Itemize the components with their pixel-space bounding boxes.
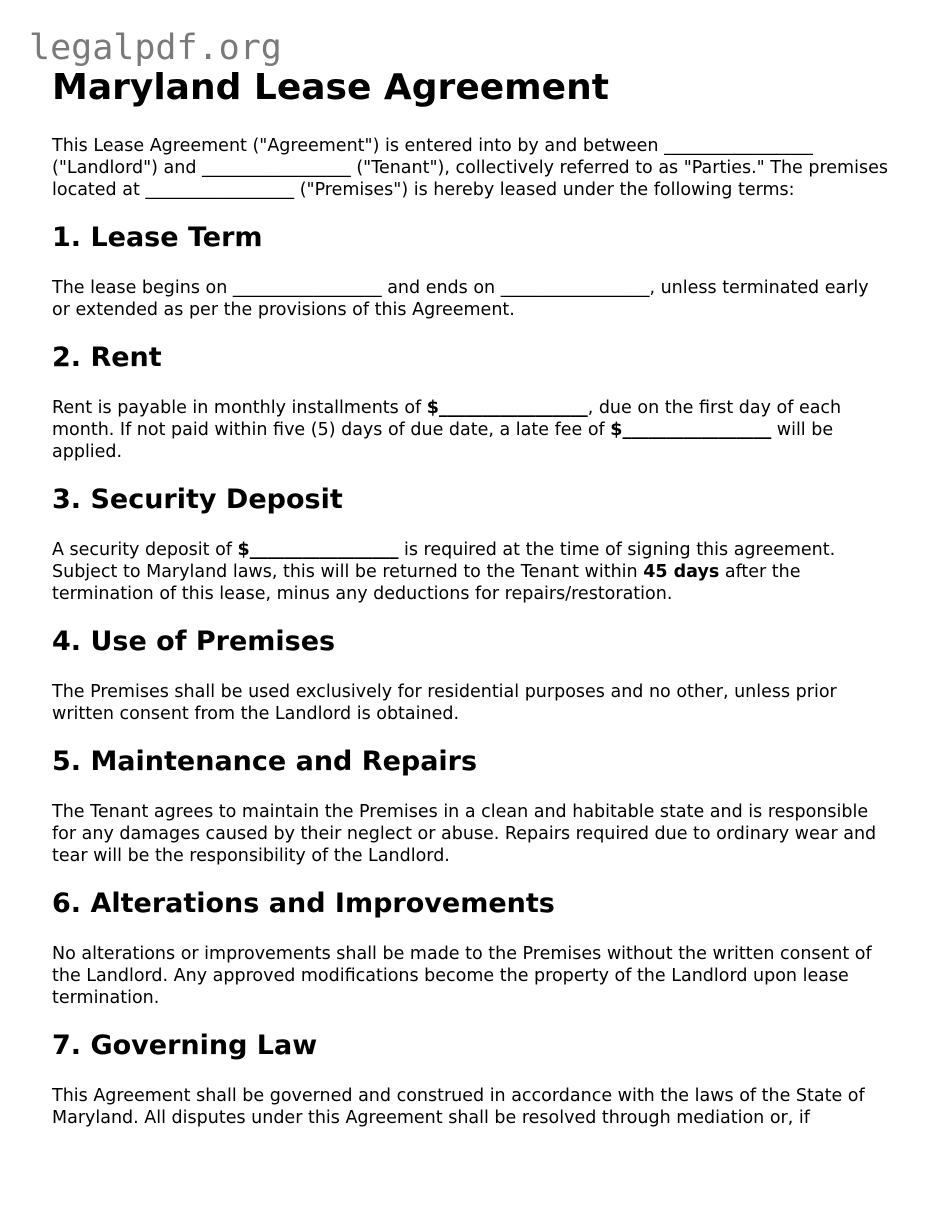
premises-blank: _________________ — [145, 180, 295, 200]
document-body — [52, 66, 892, 1129]
section-body: A security deposit of $_________________ is required at the time of signing this agreement. Subject to Maryland laws, this will be returned to the Tenant within 45 days after the termination of this lease, minus any deductions for repairs/restoration. — [52, 540, 836, 604]
section-lease-term — [52, 221, 892, 321]
section-alterations — [52, 887, 892, 1009]
section-body: No alterations or improvements shall be made to the Premises without the written consent of the Landlord. Any approved modifications become the property of the Landlord upon lease termination. — [52, 944, 872, 1008]
watermark: legalpdf.org — [29, 28, 282, 68]
section-body: The lease begins on _________________ and ends on _________________, unless terminated early or extended as per the provisions of this Agreement. — [52, 278, 869, 320]
landlord-blank: _________________ — [664, 136, 813, 156]
section-rent — [52, 341, 892, 463]
section-maintenance — [52, 745, 892, 867]
section-body: Rent is payable in monthly installments of $_________________, due on the first day of each month. If not paid within five (5) days of due date, a late fee of $_________________ will be applied. — [52, 398, 842, 462]
section-body: The Tenant agrees to maintain the Premises in a clean and habitable state and is responsible for any damages caused by their neglect or abuse. Repairs required due to ordinary wear and tear will be the responsibility of the Landlord. — [52, 802, 877, 866]
section-heading: 1. Lease Term — [52, 222, 263, 253]
rent-amount-blank: $_________________ — [426, 398, 588, 418]
section-heading: 2. Rent — [52, 342, 162, 373]
section-heading: 5. Maintenance and Repairs — [52, 746, 478, 777]
section-heading: 6. Alterations and Improvements — [52, 888, 555, 919]
section-body: This Agreement shall be governed and construed in accordance with the laws of the State of Maryland. All disputes under this Agreement shall be resolved through mediation or, if — [52, 1086, 865, 1128]
document-title: Maryland Lease Agreement — [52, 67, 609, 108]
late-fee-blank: $_________________ — [610, 420, 772, 440]
section-use-of-premises — [52, 625, 892, 725]
section-body: The Premises shall be used exclusively for residential purposes and no other, unless prior written consent from the Landlord is obtained. — [52, 682, 837, 724]
start-date-blank: _________________ — [232, 278, 382, 298]
deposit-amount-blank: $_________________ — [237, 540, 399, 560]
section-security-deposit — [52, 483, 892, 605]
end-date-blank: _________________ — [500, 278, 650, 298]
tenant-blank: _________________ — [202, 158, 351, 178]
intro-paragraph: This Lease Agreement ("Agreement") is entered into by and between _________________ ("Landlord") and _________________ ("Tenant"), collectively referred to as "Parties." The premises located at _________________ ("Premises") is hereby leased under the following terms: — [52, 136, 888, 200]
section-heading: 7. Governing Law — [52, 1030, 318, 1061]
section-governing-law — [52, 1029, 892, 1129]
return-days: 45 days — [643, 562, 720, 582]
section-heading: 3. Security Deposit — [52, 484, 343, 515]
section-heading: 4. Use of Premises — [52, 626, 336, 657]
